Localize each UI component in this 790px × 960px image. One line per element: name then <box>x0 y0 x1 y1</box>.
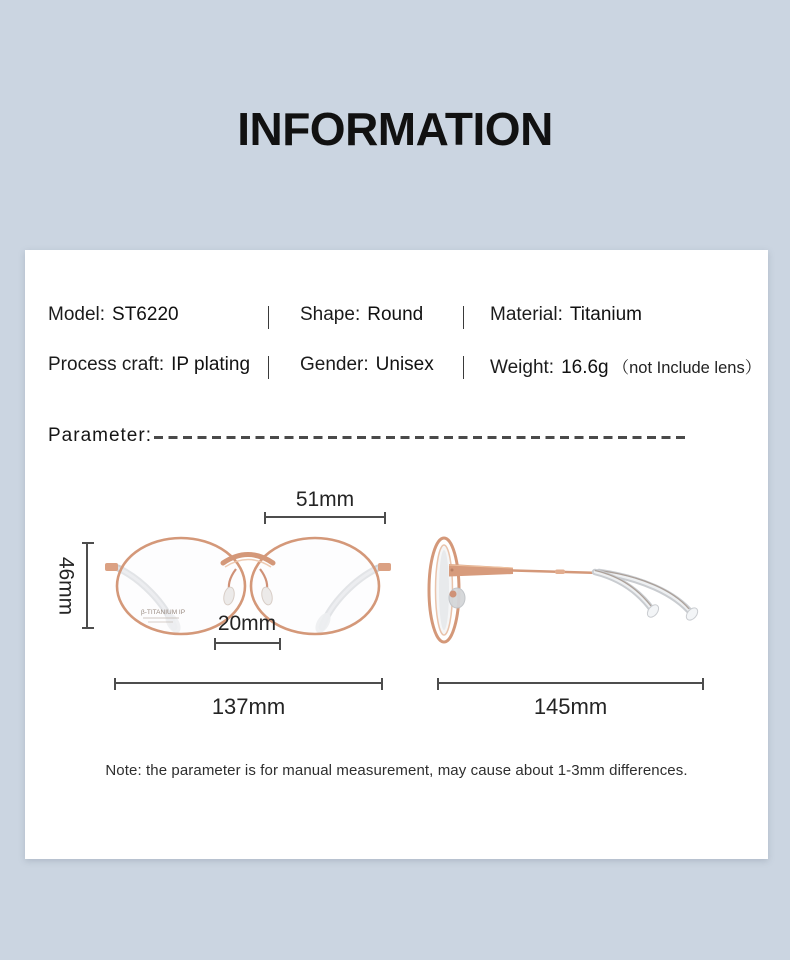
lens-engraving-text: β-TITANIUM IP <box>141 609 186 616</box>
spec-process-label: Process craft: <box>48 354 165 375</box>
spec-row-2 <box>25 354 768 382</box>
frame-width-measure-line <box>115 682 382 684</box>
spec-process-craft <box>48 354 250 376</box>
spec-shape <box>300 304 423 326</box>
temple-length-measure-line <box>438 682 703 684</box>
frame-width-label: 137mm <box>211 694 286 719</box>
spec-model-label: Model: <box>48 304 106 325</box>
spec-row-1 <box>25 304 768 332</box>
bridge-width-label: 20mm <box>217 612 277 635</box>
note-text: Note: the parameter is for manual measurement, may cause about 1-3mm differences. <box>105 762 688 779</box>
bridge-width-measure-line <box>215 642 280 644</box>
temple-length-label: 145mm <box>533 694 608 719</box>
divider <box>463 306 464 329</box>
spec-gender-value: Unisex <box>375 354 434 375</box>
divider <box>463 356 464 379</box>
dashed-rule <box>154 436 690 438</box>
hinge-screw <box>451 569 454 572</box>
spec-process-value: IP plating <box>171 354 251 375</box>
info-card <box>25 250 768 859</box>
parameter-label: Parameter: <box>48 425 152 446</box>
lens-height-label: 46mm <box>54 556 78 616</box>
page-title: INFORMATION <box>237 103 553 155</box>
spec-model-value: ST6220 <box>112 304 179 325</box>
spec-shape-value: Round <box>367 304 424 325</box>
parameter-row <box>48 424 718 448</box>
lens-width-label: 51mm <box>295 488 355 511</box>
spec-model <box>48 304 179 326</box>
divider <box>268 356 269 379</box>
spec-gender-label: Gender: <box>300 354 369 375</box>
spec-gender <box>300 354 434 376</box>
spec-weight-value: 16.6g <box>561 357 609 378</box>
spec-weight-label: Weight: <box>490 357 555 378</box>
temple-joint <box>555 570 565 575</box>
spec-weight <box>490 354 761 379</box>
left-endpiece <box>105 563 118 571</box>
spec-material-value: Titanium <box>569 304 643 325</box>
lens-height-measure-line <box>86 543 88 628</box>
spec-material <box>490 304 642 326</box>
spec-shape-label: Shape: <box>300 304 361 325</box>
right-endpiece <box>378 563 391 571</box>
spec-weight-note: （not Include lens） <box>612 359 762 377</box>
glasses-side-diagram <box>425 535 710 647</box>
spec-material-label: Material: <box>490 304 563 325</box>
divider <box>268 306 269 329</box>
lens-width-measure-line <box>265 516 385 518</box>
